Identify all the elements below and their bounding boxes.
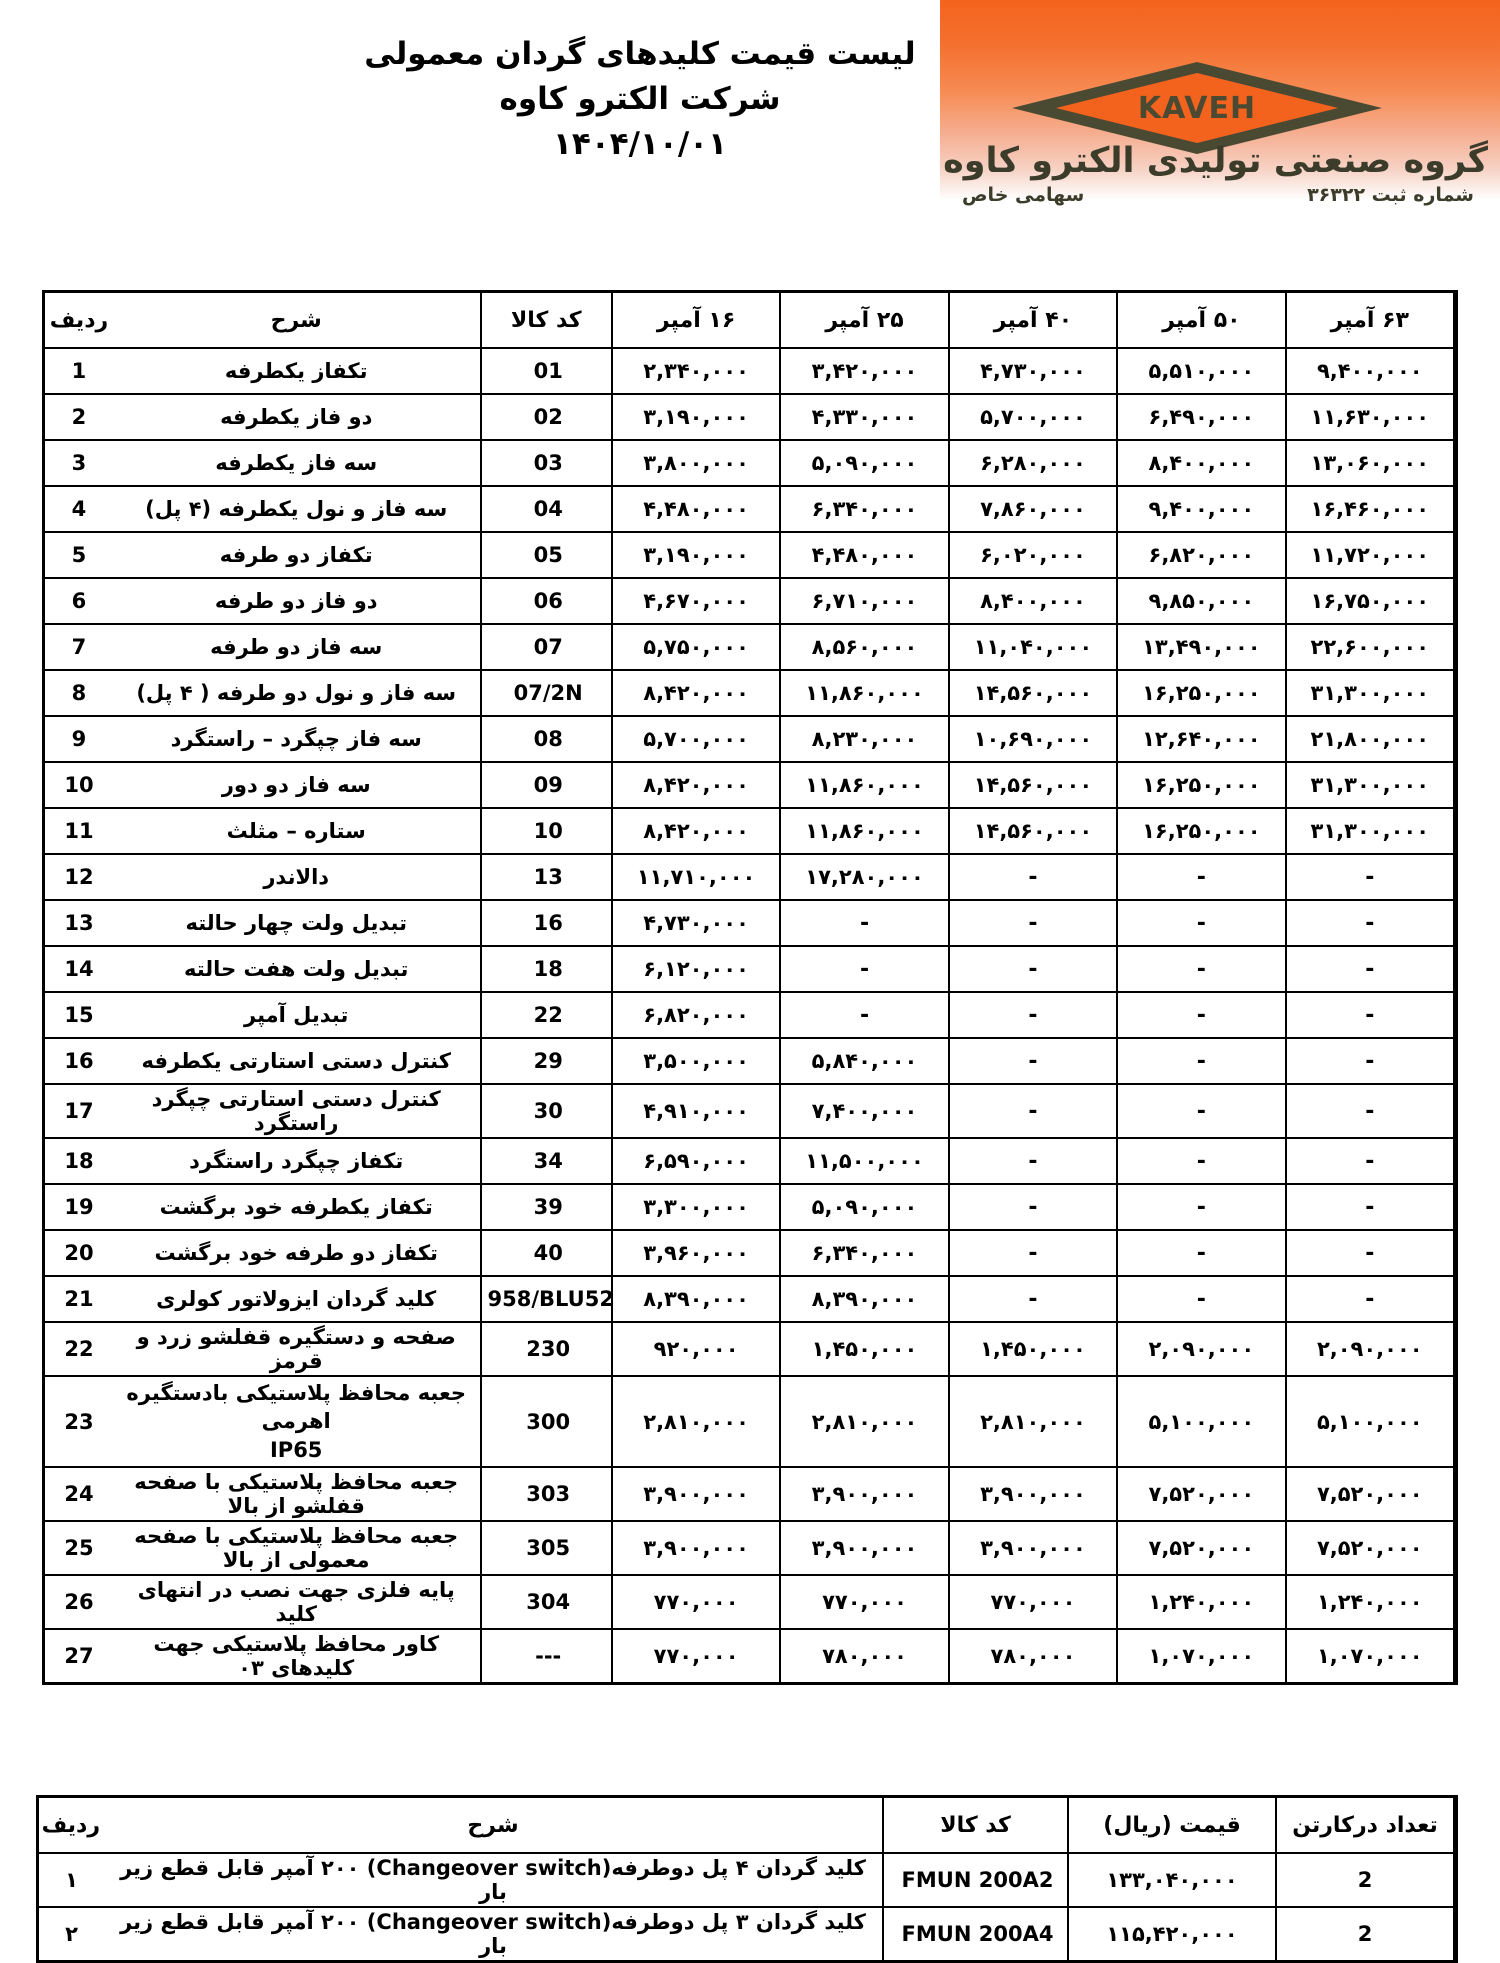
cell-16a: ۹۲۰,۰۰۰	[613, 1323, 781, 1377]
cell-50a: ۶,۴۹۰,۰۰۰	[1118, 395, 1286, 441]
cell-50a: ۱۳,۴۹۰,۰۰۰	[1118, 625, 1286, 671]
table-row	[45, 1139, 1455, 1185]
table-row	[45, 809, 1455, 855]
cell-row-number: 14	[45, 947, 113, 993]
cell-63a: -	[1287, 901, 1455, 947]
header-16a: ۱۶ آمپر	[613, 293, 781, 349]
table-row	[45, 533, 1455, 579]
cell-25a: ۵,۰۹۰,۰۰۰	[781, 441, 949, 487]
cell-40a: ۱۴,۵۶۰,۰۰۰	[950, 763, 1118, 809]
table-row	[45, 441, 1455, 487]
table-row	[45, 349, 1455, 395]
cell-50a: -	[1118, 901, 1286, 947]
cell-50a: -	[1118, 1139, 1286, 1185]
cell-50a: ۱,۰۷۰,۰۰۰	[1118, 1630, 1286, 1682]
cell-product-code: ---	[482, 1630, 613, 1682]
cell-25a: ۱۱,۸۶۰,۰۰۰	[781, 763, 949, 809]
cell-16a: ۸,۴۲۰,۰۰۰	[613, 671, 781, 717]
cell-40a: ۷۸۰,۰۰۰	[950, 1630, 1118, 1682]
cell-row-number: 19	[45, 1185, 113, 1231]
cell-description: کاور محافظ پلاستیکی جهت کلیدهای ۰۳	[113, 1630, 482, 1682]
cell-product-code: 05	[482, 533, 613, 579]
table-row	[45, 395, 1455, 441]
cell-16a: ۷۷۰,۰۰۰	[613, 1576, 781, 1630]
cell-row-number: 7	[45, 625, 113, 671]
cell-25a: ۱۱,۸۶۰,۰۰۰	[781, 809, 949, 855]
cell-63a: ۱۱,۶۳۰,۰۰۰	[1287, 395, 1455, 441]
changeover-table-container	[42, 1795, 1458, 1963]
cell-63a: ۷,۵۲۰,۰۰۰	[1287, 1468, 1455, 1522]
header-40a: ۴۰ آمپر	[950, 293, 1118, 349]
table-row	[45, 1231, 1455, 1277]
cell-63a: ۲۱,۸۰۰,۰۰۰	[1287, 717, 1455, 763]
cell-40a: ۲,۸۱۰,۰۰۰	[950, 1377, 1118, 1468]
cell-40a: ۱۱,۰۴۰,۰۰۰	[950, 625, 1118, 671]
cell-50a: ۷,۵۲۰,۰۰۰	[1118, 1522, 1286, 1576]
cell-carton-count: 2	[1277, 1854, 1455, 1908]
cell-25a: ۶,۳۴۰,۰۰۰	[781, 487, 949, 533]
cell-16a: ۵,۷۵۰,۰۰۰	[613, 625, 781, 671]
cell-product-code: 29	[482, 1039, 613, 1085]
cell-16a: ۴,۷۳۰,۰۰۰	[613, 901, 781, 947]
header-desc: شرح	[104, 1798, 884, 1854]
cell-16a: ۲,۸۱۰,۰۰۰	[613, 1377, 781, 1468]
cell-50a: ۱۶,۲۵۰,۰۰۰	[1118, 763, 1286, 809]
description-line-2: IP65	[269, 1437, 323, 1462]
cell-product-code: 34	[482, 1139, 613, 1185]
cell-description: جعبه محافظ پلاستیکی با صفحه معمولی از بالا	[113, 1522, 482, 1576]
cell-40a: ۳,۹۰۰,۰۰۰	[950, 1522, 1118, 1576]
cell-50a: ۲,۰۹۰,۰۰۰	[1118, 1323, 1286, 1377]
cell-description: سه فاز دو طرفه	[113, 625, 482, 671]
cell-25a: ۷۸۰,۰۰۰	[781, 1630, 949, 1682]
cell-50a: -	[1118, 1231, 1286, 1277]
cell-40a: ۴,۷۳۰,۰۰۰	[950, 349, 1118, 395]
cell-50a: -	[1118, 855, 1286, 901]
cell-16a: ۳,۵۰۰,۰۰۰	[613, 1039, 781, 1085]
table-row	[45, 855, 1455, 901]
cell-row-number: 8	[45, 671, 113, 717]
cell-25a: ۸,۵۶۰,۰۰۰	[781, 625, 949, 671]
cell-40a: ۷,۸۶۰,۰۰۰	[950, 487, 1118, 533]
cell-16a: ۳,۱۹۰,۰۰۰	[613, 395, 781, 441]
cell-product-code: 305	[482, 1522, 613, 1576]
cell-row-number: 27	[45, 1630, 113, 1682]
cell-row-number: 15	[45, 993, 113, 1039]
table-row	[45, 1468, 1455, 1522]
cell-25a: ۶,۷۱۰,۰۰۰	[781, 579, 949, 625]
cell-25a: ۴,۴۸۰,۰۰۰	[781, 533, 949, 579]
cell-description: تکفاز دو طرفه	[113, 533, 482, 579]
cell-40a: -	[950, 1231, 1118, 1277]
cell-row-number: 3	[45, 441, 113, 487]
logo-company-name: گروه صنعتی تولیدی الکترو کاوه	[943, 141, 1488, 181]
cell-50a: ۱۶,۲۵۰,۰۰۰	[1118, 809, 1286, 855]
cell-50a: ۱۲,۶۴۰,۰۰۰	[1118, 717, 1286, 763]
cell-description: دو فاز دو طرفه	[113, 579, 482, 625]
cell-63a: ۵,۱۰۰,۰۰۰	[1287, 1377, 1455, 1468]
cell-63a: ۱۶,۴۶۰,۰۰۰	[1287, 487, 1455, 533]
cell-product-code: FMUN 200A4	[884, 1908, 1069, 1960]
main-table-header	[45, 293, 1455, 349]
cell-63a: ۳۱,۳۰۰,۰۰۰	[1287, 763, 1455, 809]
cell-40a: -	[950, 947, 1118, 993]
cell-product-code: 303	[482, 1468, 613, 1522]
cell-description: دو فاز یکطرفه	[113, 395, 482, 441]
cell-63a: ۱۶,۷۵۰,۰۰۰	[1287, 579, 1455, 625]
cell-40a: -	[950, 1085, 1118, 1139]
cell-product-code: FMUN 200A2	[884, 1854, 1069, 1908]
cell-row-number: 25	[45, 1522, 113, 1576]
cell-63a: ۷,۵۲۰,۰۰۰	[1287, 1522, 1455, 1576]
cell-16a: ۳,۹۶۰,۰۰۰	[613, 1231, 781, 1277]
cell-50a: ۵,۱۰۰,۰۰۰	[1118, 1377, 1286, 1468]
cell-63a: -	[1287, 947, 1455, 993]
cell-description: تبدیل آمپر	[113, 993, 482, 1039]
cell-40a: ۱,۴۵۰,۰۰۰	[950, 1323, 1118, 1377]
cell-row-number: 20	[45, 1231, 113, 1277]
cell-25a: -	[781, 947, 949, 993]
cell-16a: ۳,۸۰۰,۰۰۰	[613, 441, 781, 487]
cell-product-code: 16	[482, 901, 613, 947]
cell-description: تکفاز چپگرد راستگرد	[113, 1139, 482, 1185]
title-line-2: شرکت الکترو کاوه	[499, 80, 781, 117]
header-rowno: ردیف	[39, 1798, 104, 1854]
header-50a: ۵۰ آمپر	[1118, 293, 1286, 349]
cell-50a: ۹,۸۵۰,۰۰۰	[1118, 579, 1286, 625]
main-price-table	[42, 290, 1458, 1685]
cell-40a: ۷۷۰,۰۰۰	[950, 1576, 1118, 1630]
cell-50a: ۹,۴۰۰,۰۰۰	[1118, 487, 1286, 533]
table-row	[45, 1185, 1455, 1231]
cell-16a: ۳,۳۰۰,۰۰۰	[613, 1185, 781, 1231]
cell-40a: ۳,۹۰۰,۰۰۰	[950, 1468, 1118, 1522]
cell-16a: ۸,۴۲۰,۰۰۰	[613, 809, 781, 855]
cell-40a: ۸,۴۰۰,۰۰۰	[950, 579, 1118, 625]
cell-description: جعبه محافظ پلاستیکی با صفحه قفلشو از بالا	[113, 1468, 482, 1522]
cell-row-number: ۲	[39, 1908, 104, 1960]
cell-product-code: 08	[482, 717, 613, 763]
table-row	[39, 1854, 1455, 1908]
cell-16a: ۳,۹۰۰,۰۰۰	[613, 1522, 781, 1576]
cell-50a: -	[1118, 1039, 1286, 1085]
cell-product-code: 13	[482, 855, 613, 901]
cell-16a: ۶,۸۲۰,۰۰۰	[613, 993, 781, 1039]
cell-price: ۱۱۵,۴۲۰,۰۰۰	[1069, 1908, 1277, 1960]
cell-50a: -	[1118, 1085, 1286, 1139]
cell-50a: ۱,۲۴۰,۰۰۰	[1118, 1576, 1286, 1630]
cell-16a: ۴,۴۸۰,۰۰۰	[613, 487, 781, 533]
header-25a: ۲۵ آمپر	[781, 293, 949, 349]
table-row	[45, 947, 1455, 993]
cell-description: تکفاز دو طرفه خود برگشت	[113, 1231, 482, 1277]
cell-40a: ۱۰,۶۹۰,۰۰۰	[950, 717, 1118, 763]
cell-25a: ۱۷,۲۸۰,۰۰۰	[781, 855, 949, 901]
cell-40a: -	[950, 855, 1118, 901]
cell-16a: ۲,۳۴۰,۰۰۰	[613, 349, 781, 395]
cell-row-number: 24	[45, 1468, 113, 1522]
cell-63a: ۲,۰۹۰,۰۰۰	[1287, 1323, 1455, 1377]
cell-description: کنترل دستی استارتی چپگرد راستگرد	[113, 1085, 482, 1139]
cell-row-number: 26	[45, 1576, 113, 1630]
cell-16a: ۳,۱۹۰,۰۰۰	[613, 533, 781, 579]
cell-63a: -	[1287, 1139, 1455, 1185]
cell-product-code: 06	[482, 579, 613, 625]
cell-row-number: 2	[45, 395, 113, 441]
cell-63a: ۳۱,۳۰۰,۰۰۰	[1287, 671, 1455, 717]
cell-40a: ۵,۷۰۰,۰۰۰	[950, 395, 1118, 441]
header-price-rial: قیمت (ریال)	[1069, 1798, 1277, 1854]
cell-63a: -	[1287, 1277, 1455, 1323]
cell-16a: ۵,۷۰۰,۰۰۰	[613, 717, 781, 763]
cell-40a: ۱۴,۵۶۰,۰۰۰	[950, 809, 1118, 855]
cell-25a: ۱,۴۵۰,۰۰۰	[781, 1323, 949, 1377]
cell-50a: -	[1118, 1185, 1286, 1231]
cell-40a: -	[950, 993, 1118, 1039]
main-price-table-container	[42, 290, 1458, 1685]
cell-50a: ۱۶,۲۵۰,۰۰۰	[1118, 671, 1286, 717]
cell-25a: ۳,۹۰۰,۰۰۰	[781, 1522, 949, 1576]
cell-50a: -	[1118, 1277, 1286, 1323]
cell-row-number: 9	[45, 717, 113, 763]
main-table-body	[45, 349, 1455, 1682]
cell-63a: ۱۱,۷۲۰,۰۰۰	[1287, 533, 1455, 579]
page-title	[360, 32, 920, 167]
cell-product-code: 10	[482, 809, 613, 855]
cell-product-code: 03	[482, 441, 613, 487]
cell-product-code: 39	[482, 1185, 613, 1231]
cell-price: ۱۳۳,۰۴۰,۰۰۰	[1069, 1854, 1277, 1908]
cell-25a: ۱۱,۸۶۰,۰۰۰	[781, 671, 949, 717]
cell-25a: ۵,۸۴۰,۰۰۰	[781, 1039, 949, 1085]
cell-row-number: 1	[45, 349, 113, 395]
cell-row-number: 16	[45, 1039, 113, 1085]
header-desc: شرح	[113, 293, 482, 349]
cell-product-code: 18	[482, 947, 613, 993]
cell-63a: -	[1287, 1231, 1455, 1277]
main-table-header-row	[45, 293, 1455, 349]
table-row	[45, 579, 1455, 625]
cell-40a: ۱۴,۵۶۰,۰۰۰	[950, 671, 1118, 717]
cell-25a: ۱۱,۵۰۰,۰۰۰	[781, 1139, 949, 1185]
cell-16a: ۴,۶۷۰,۰۰۰	[613, 579, 781, 625]
cell-16a: ۸,۳۹۰,۰۰۰	[613, 1277, 781, 1323]
cell-description	[113, 1377, 482, 1468]
cell-row-number: ۱	[39, 1854, 104, 1908]
cell-63a: ۲۲,۶۰۰,۰۰۰	[1287, 625, 1455, 671]
cell-row-number: 21	[45, 1277, 113, 1323]
cell-product-code: 02	[482, 395, 613, 441]
cell-row-number: 6	[45, 579, 113, 625]
cell-63a: ۱,۰۷۰,۰۰۰	[1287, 1630, 1455, 1682]
cell-63a: ۱,۲۴۰,۰۰۰	[1287, 1576, 1455, 1630]
cell-row-number: 18	[45, 1139, 113, 1185]
cell-63a: -	[1287, 1185, 1455, 1231]
cell-product-code: 958/BLU52	[482, 1277, 613, 1323]
cell-product-code: 22	[482, 993, 613, 1039]
header-code: کد کالا	[482, 293, 613, 349]
cell-40a: -	[950, 901, 1118, 947]
cell-product-code: 07	[482, 625, 613, 671]
cell-row-number: 10	[45, 763, 113, 809]
changeover-table-header	[39, 1798, 1455, 1854]
cell-carton-count: 2	[1277, 1908, 1455, 1960]
cell-row-number: 13	[45, 901, 113, 947]
cell-40a: -	[950, 1139, 1118, 1185]
cell-description: کلید گردان ۴ پل دوطرفه(Changeover switch) ۲۰۰ آمپر قابل قطع زیر بار	[104, 1854, 884, 1908]
cell-description: سه فاز دو دور	[113, 763, 482, 809]
cell-product-code: 230	[482, 1323, 613, 1377]
cell-25a: ۵,۰۹۰,۰۰۰	[781, 1185, 949, 1231]
logo-registration-number: شماره ثبت ۳۶۳۲۲	[1307, 184, 1474, 206]
cell-25a: ۸,۳۹۰,۰۰۰	[781, 1277, 949, 1323]
cell-25a: ۷,۴۰۰,۰۰۰	[781, 1085, 949, 1139]
cell-description: تبدیل ولت هفت حالته	[113, 947, 482, 993]
cell-product-code: 04	[482, 487, 613, 533]
cell-16a: ۷۷۰,۰۰۰	[613, 1630, 781, 1682]
cell-description: صفحه و دستگیره قفلشو زرد و قرمز	[113, 1323, 482, 1377]
cell-row-number: 5	[45, 533, 113, 579]
cell-16a: ۶,۱۲۰,۰۰۰	[613, 947, 781, 993]
table-row	[45, 1277, 1455, 1323]
cell-description: سه فاز یکطرفه	[113, 441, 482, 487]
cell-row-number: 22	[45, 1323, 113, 1377]
cell-50a: ۵,۵۱۰,۰۰۰	[1118, 349, 1286, 395]
cell-product-code: 300	[482, 1377, 613, 1468]
cell-description: کلید گردان ایزولاتور کولری	[113, 1277, 482, 1323]
cell-25a: ۶,۳۴۰,۰۰۰	[781, 1231, 949, 1277]
cell-product-code: 40	[482, 1231, 613, 1277]
table-row	[45, 1377, 1455, 1468]
company-logo	[940, 0, 1500, 218]
cell-40a: ۶,۰۲۰,۰۰۰	[950, 533, 1118, 579]
cell-description: تکفاز یکطرفه خود برگشت	[113, 1185, 482, 1231]
cell-row-number: 11	[45, 809, 113, 855]
cell-50a: -	[1118, 947, 1286, 993]
cell-50a: ۶,۸۲۰,۰۰۰	[1118, 533, 1286, 579]
cell-product-code: 304	[482, 1576, 613, 1630]
logo-subline	[948, 184, 1488, 206]
cell-16a: ۱۱,۷۱۰,۰۰۰	[613, 855, 781, 901]
cell-63a: ۹,۴۰۰,۰۰۰	[1287, 349, 1455, 395]
cell-40a: ۶,۲۸۰,۰۰۰	[950, 441, 1118, 487]
table-row	[45, 671, 1455, 717]
cell-63a: -	[1287, 993, 1455, 1039]
cell-description: دالاندر	[113, 855, 482, 901]
cell-50a: ۸,۴۰۰,۰۰۰	[1118, 441, 1286, 487]
cell-63a: ۳۱,۳۰۰,۰۰۰	[1287, 809, 1455, 855]
cell-63a: -	[1287, 1085, 1455, 1139]
table-row	[45, 1576, 1455, 1630]
cell-16a: ۴,۹۱۰,۰۰۰	[613, 1085, 781, 1139]
table-row	[45, 625, 1455, 671]
table-row	[45, 993, 1455, 1039]
cell-50a: -	[1118, 993, 1286, 1039]
cell-63a: -	[1287, 855, 1455, 901]
table-row	[39, 1908, 1455, 1960]
cell-16a: ۶,۵۹۰,۰۰۰	[613, 1139, 781, 1185]
cell-description: کنترل دستی استارتی یکطرفه	[113, 1039, 482, 1085]
cell-16a: ۳,۹۰۰,۰۰۰	[613, 1468, 781, 1522]
logo-wordmark: KAVEH	[1137, 90, 1257, 126]
description-line-1: جعبه محافظ پلاستیکی بادستگیره اهرمی	[126, 1381, 466, 1434]
logo-entity-type: سهامی خاص	[962, 184, 1085, 206]
table-row	[45, 487, 1455, 533]
cell-description: پایه فلزی جهت نصب در انتهای کلید	[113, 1576, 482, 1630]
cell-description: سه فاز و نول دو طرفه ( ۴ پل)	[113, 671, 482, 717]
cell-50a: ۷,۵۲۰,۰۰۰	[1118, 1468, 1286, 1522]
header-code: کد کالا	[884, 1798, 1069, 1854]
header-carton-count: تعداد درکارتن	[1277, 1798, 1455, 1854]
cell-row-number: 23	[45, 1377, 113, 1468]
table-row	[45, 901, 1455, 947]
table-row	[45, 1039, 1455, 1085]
cell-25a: ۳,۴۲۰,۰۰۰	[781, 349, 949, 395]
changeover-price-table	[36, 1795, 1458, 1963]
header-63a: ۶۳ آمپر	[1287, 293, 1455, 349]
cell-row-number: 17	[45, 1085, 113, 1139]
cell-40a: -	[950, 1185, 1118, 1231]
cell-product-code: 01	[482, 349, 613, 395]
cell-25a: ۲,۸۱۰,۰۰۰	[781, 1377, 949, 1468]
title-line-3-date: ۱۴۰۴/۱۰/۰۱	[552, 125, 727, 162]
table-row	[45, 1522, 1455, 1576]
table-row	[45, 1630, 1455, 1682]
cell-row-number: 4	[45, 487, 113, 533]
table-row	[45, 717, 1455, 763]
cell-25a: ۸,۲۳۰,۰۰۰	[781, 717, 949, 763]
table-row	[45, 763, 1455, 809]
cell-25a: ۷۷۰,۰۰۰	[781, 1576, 949, 1630]
cell-product-code: 07/2N	[482, 671, 613, 717]
header-rowno: ردیف	[45, 293, 113, 349]
title-line-1: لیست قیمت کلیدهای گردان معمولی	[364, 36, 916, 72]
cell-40a: -	[950, 1277, 1118, 1323]
cell-description: کلید گردان ۳ پل دوطرفه(Changeover switch) ۲۰۰ آمپر قابل قطع زیر بار	[104, 1908, 884, 1960]
cell-16a: ۸,۴۲۰,۰۰۰	[613, 763, 781, 809]
cell-63a: ۱۳,۰۶۰,۰۰۰	[1287, 441, 1455, 487]
cell-description: تکفاز یکطرفه	[113, 349, 482, 395]
changeover-table-body	[39, 1854, 1455, 1960]
cell-25a: ۴,۳۳۰,۰۰۰	[781, 395, 949, 441]
cell-description: تبدیل ولت چهار حالته	[113, 901, 482, 947]
cell-25a: -	[781, 993, 949, 1039]
table-row	[45, 1085, 1455, 1139]
cell-product-code: 30	[482, 1085, 613, 1139]
cell-description: ستاره – مثلث	[113, 809, 482, 855]
table-row	[45, 1323, 1455, 1377]
cell-25a: -	[781, 901, 949, 947]
cell-row-number: 12	[45, 855, 113, 901]
cell-25a: ۳,۹۰۰,۰۰۰	[781, 1468, 949, 1522]
cell-product-code: 09	[482, 763, 613, 809]
cell-description: سه فاز و نول یکطرفه (۴ پل)	[113, 487, 482, 533]
page-header	[0, 0, 1500, 228]
cell-63a: -	[1287, 1039, 1455, 1085]
cell-description: سه فاز چپگرد – راستگرد	[113, 717, 482, 763]
cell-40a: -	[950, 1039, 1118, 1085]
changeover-header-row	[39, 1798, 1455, 1854]
